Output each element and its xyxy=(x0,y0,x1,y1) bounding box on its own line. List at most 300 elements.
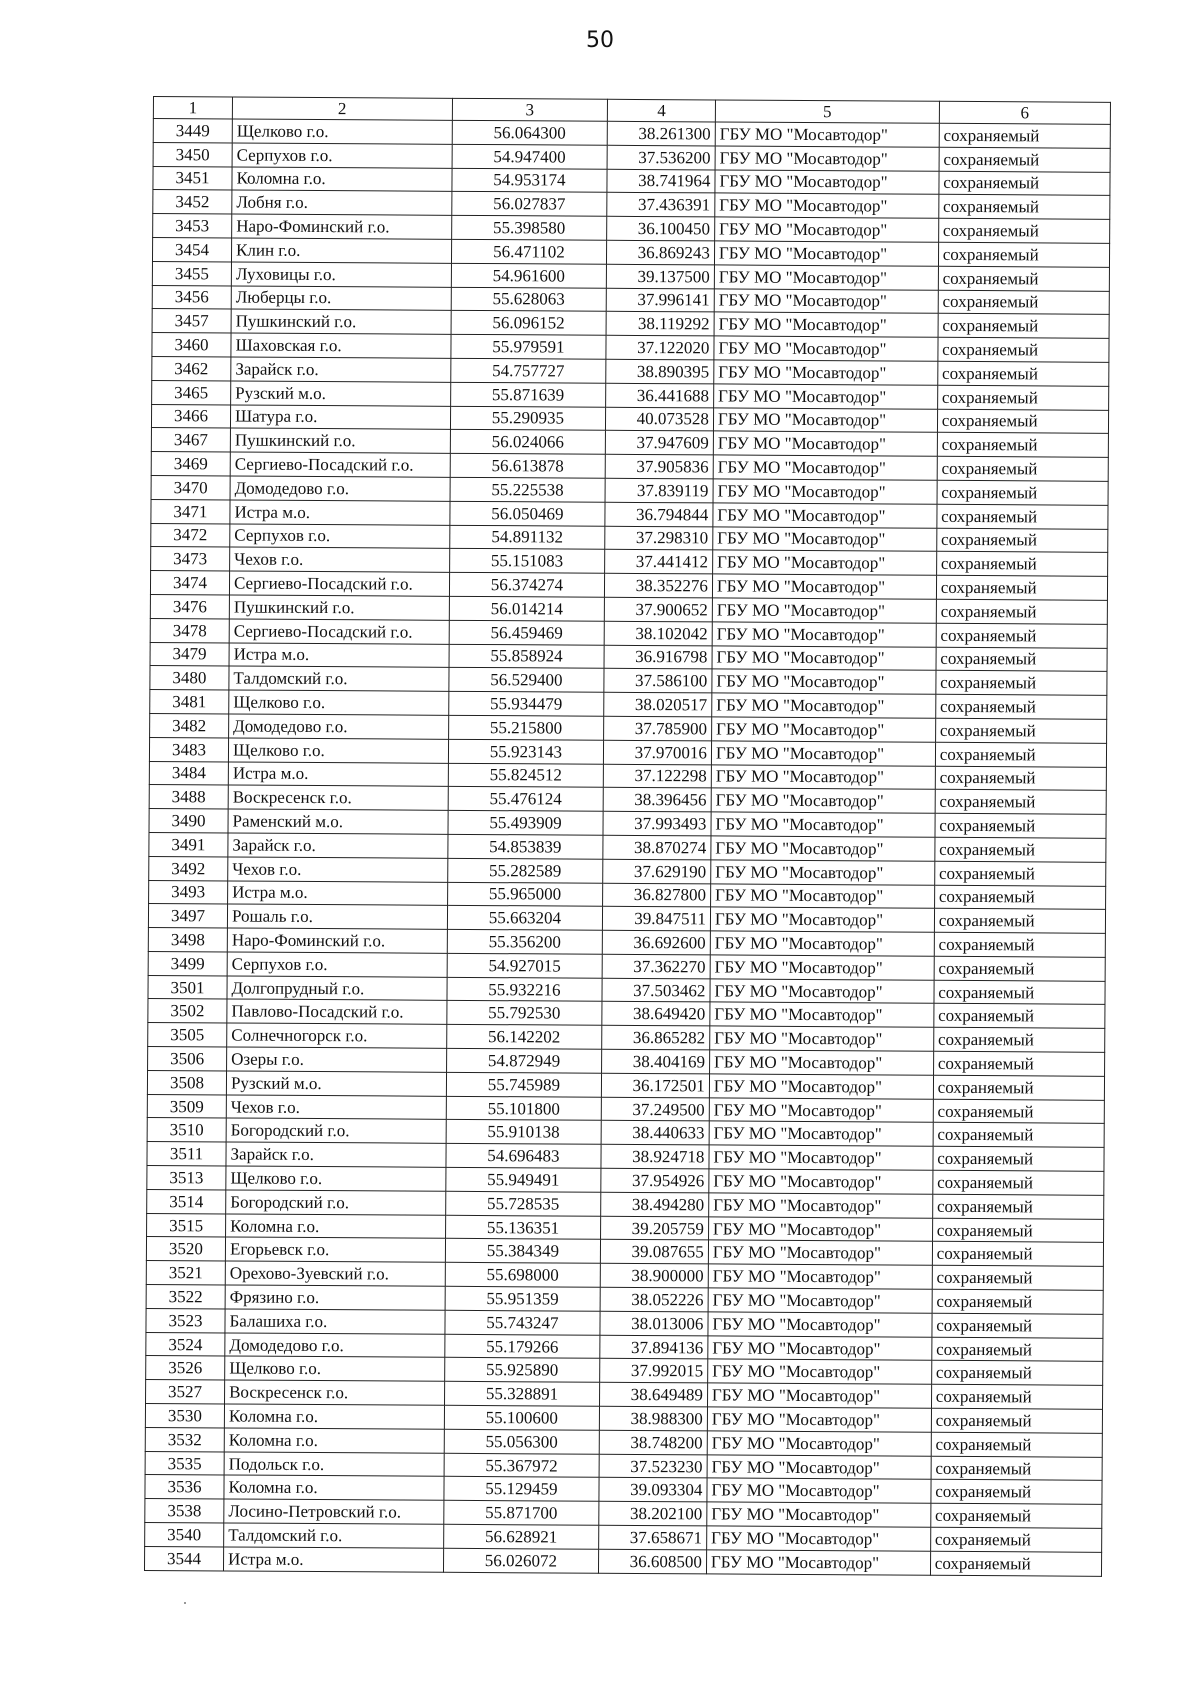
longitude-cell: 38.119292 xyxy=(606,312,714,336)
status-cell: сохраняемый xyxy=(931,1361,1102,1386)
longitude-cell: 37.900652 xyxy=(605,597,713,621)
row-number-cell: 3505 xyxy=(148,1023,227,1047)
longitude-cell: 40.073528 xyxy=(606,407,714,431)
row-number-cell: 3522 xyxy=(146,1285,225,1309)
latitude-cell: 55.215800 xyxy=(448,715,604,740)
latitude-cell: 54.757727 xyxy=(450,358,606,383)
latitude-cell: 56.014214 xyxy=(449,596,605,621)
column-header: 2 xyxy=(232,97,452,120)
municipality-cell: Люберцы г.о. xyxy=(231,286,451,311)
status-cell: сохраняемый xyxy=(931,1385,1102,1410)
row-number-cell: 3450 xyxy=(153,142,232,166)
longitude-cell: 37.954926 xyxy=(601,1168,709,1192)
latitude-cell: 55.628063 xyxy=(451,287,607,312)
latitude-cell: 55.932216 xyxy=(446,977,602,1002)
owner-cell: ГБУ МО "Мосавтодор" xyxy=(710,907,934,932)
longitude-cell: 37.905836 xyxy=(606,454,714,478)
longitude-cell: 38.052226 xyxy=(600,1287,708,1311)
row-number-cell: 3523 xyxy=(146,1308,225,1332)
owner-cell: ГБУ МО "Мосавтодор" xyxy=(709,1074,933,1099)
row-number-cell: 3532 xyxy=(145,1427,224,1451)
row-number-cell: 3497 xyxy=(148,904,227,928)
owner-cell: ГБУ МО "Мосавтодор" xyxy=(707,1478,931,1503)
row-number-cell: 3471 xyxy=(151,499,230,523)
longitude-cell: 39.093304 xyxy=(599,1478,707,1502)
status-cell: сохраняемый xyxy=(936,623,1107,648)
longitude-cell: 38.494280 xyxy=(601,1192,709,1216)
row-number-cell: 3478 xyxy=(150,618,229,642)
owner-cell: ГБУ МО "Мосавтодор" xyxy=(713,479,937,504)
municipality-cell: Шатура г.о. xyxy=(230,405,450,430)
owner-cell: ГБУ МО "Мосавтодор" xyxy=(712,669,936,694)
municipality-cell: Рошаль г.о. xyxy=(227,904,447,929)
longitude-cell: 38.988300 xyxy=(600,1406,708,1430)
owner-cell: ГБУ МО "Мосавтодор" xyxy=(710,955,934,980)
latitude-cell: 56.628921 xyxy=(443,1524,599,1549)
municipality-cell: Рузский м.о. xyxy=(226,1071,446,1096)
status-cell: сохраняемый xyxy=(937,456,1108,481)
status-cell: сохраняемый xyxy=(935,813,1106,838)
latitude-cell: 55.925890 xyxy=(444,1358,600,1383)
owner-cell: ГБУ МО "Мосавтодор" xyxy=(707,1407,931,1432)
status-cell: сохраняемый xyxy=(932,1266,1103,1291)
column-header: 1 xyxy=(153,97,232,119)
longitude-cell: 38.748200 xyxy=(600,1430,708,1454)
status-cell: сохраняемый xyxy=(936,575,1107,600)
longitude-cell: 38.440633 xyxy=(601,1121,709,1145)
row-number-cell: 3460 xyxy=(152,333,231,357)
owner-cell: ГБУ МО "Мосавтодор" xyxy=(709,1145,933,1170)
latitude-cell: 55.745989 xyxy=(446,1072,602,1097)
municipality-cell: Зарайск г.о. xyxy=(228,833,448,858)
owner-cell: ГБУ МО "Мосавтодор" xyxy=(715,122,939,147)
owner-cell: ГБУ МО "Мосавтодор" xyxy=(707,1455,931,1480)
latitude-cell: 54.953174 xyxy=(451,168,607,193)
status-cell: сохраняемый xyxy=(933,1075,1104,1100)
row-number-cell: 3530 xyxy=(145,1404,224,1428)
longitude-cell: 37.523230 xyxy=(599,1454,707,1478)
municipality-cell: Луховицы г.о. xyxy=(231,262,451,287)
owner-cell: ГБУ МО "Мосавтодор" xyxy=(714,360,938,385)
longitude-cell: 36.441688 xyxy=(606,383,714,407)
municipality-cell: Истра м.о. xyxy=(228,761,448,786)
owner-cell: ГБУ МО "Мосавтодор" xyxy=(713,407,937,432)
municipality-cell: Балашиха г.о. xyxy=(225,1309,445,1334)
longitude-cell: 37.947609 xyxy=(606,431,714,455)
row-number-cell: 3470 xyxy=(151,475,230,499)
owner-cell: ГБУ МО "Мосавтодор" xyxy=(715,217,939,242)
municipality-cell: Раменский м.о. xyxy=(228,809,448,834)
owner-cell: ГБУ МО "Мосавтодор" xyxy=(711,788,935,813)
status-cell: сохраняемый xyxy=(931,1480,1102,1505)
municipality-cell: Коломна г.о. xyxy=(224,1475,444,1500)
status-cell: сохраняемый xyxy=(934,885,1105,910)
row-number-cell: 3492 xyxy=(149,856,228,880)
longitude-cell: 39.087655 xyxy=(601,1240,709,1264)
scan-speck xyxy=(184,1602,186,1604)
municipality-cell: Рузский м.о. xyxy=(231,381,451,406)
owner-cell: ГБУ МО "Мосавтодор" xyxy=(710,1002,934,1027)
owner-cell: ГБУ МО "Мосавтодор" xyxy=(708,1288,932,1313)
latitude-cell: 55.151083 xyxy=(449,549,605,574)
latitude-cell: 55.136351 xyxy=(445,1215,601,1240)
row-number-cell: 3540 xyxy=(145,1522,224,1546)
status-cell: сохраняемый xyxy=(937,504,1108,529)
status-cell: сохраняемый xyxy=(939,195,1110,220)
latitude-cell: 55.290935 xyxy=(450,406,606,431)
owner-cell: ГБУ МО "Мосавтодор" xyxy=(714,265,938,290)
longitude-cell: 38.352276 xyxy=(605,573,713,597)
longitude-cell: 38.649420 xyxy=(602,1002,710,1026)
municipality-cell: Сергиево-Посадский г.о. xyxy=(229,619,449,644)
municipality-cell: Коломна г.о. xyxy=(226,1214,446,1239)
latitude-cell: 56.613878 xyxy=(450,453,606,478)
latitude-cell: 56.374274 xyxy=(449,572,605,597)
longitude-cell: 36.794844 xyxy=(605,502,713,526)
latitude-cell: 55.356200 xyxy=(447,929,603,954)
owner-cell: ГБУ МО "Мосавтодор" xyxy=(707,1502,931,1527)
latitude-cell: 55.129459 xyxy=(443,1477,599,1502)
longitude-cell: 38.890395 xyxy=(606,359,714,383)
owner-cell: ГБУ МО "Мосавтодор" xyxy=(711,836,935,861)
row-number-cell: 3527 xyxy=(146,1380,225,1404)
row-number-cell: 3510 xyxy=(147,1118,226,1142)
status-cell: сохраняемый xyxy=(934,1004,1105,1029)
latitude-cell: 54.872949 xyxy=(446,1048,602,1073)
column-header: 3 xyxy=(452,98,608,121)
latitude-cell: 56.024066 xyxy=(450,430,606,455)
owner-cell: ГБУ МО "Мосавтодор" xyxy=(708,1264,932,1289)
municipality-cell: Богородский г.о. xyxy=(226,1190,446,1215)
row-number-cell: 3538 xyxy=(145,1499,224,1523)
status-cell: сохраняемый xyxy=(936,671,1107,696)
status-cell: сохраняемый xyxy=(933,1170,1104,1195)
row-number-cell: 3514 xyxy=(147,1189,226,1213)
owner-cell: ГБУ МО "Мосавтодор" xyxy=(715,146,939,171)
owner-cell: ГБУ МО "Мосавтодор" xyxy=(714,336,938,361)
owner-cell: ГБУ МО "Мосавтодор" xyxy=(709,1169,933,1194)
longitude-cell: 38.202100 xyxy=(599,1501,707,1525)
row-number-cell: 3454 xyxy=(152,237,231,261)
municipality-cell: Серпухов г.о. xyxy=(232,143,452,168)
status-cell: сохраняемый xyxy=(935,718,1106,743)
row-number-cell: 3520 xyxy=(146,1237,225,1261)
latitude-cell: 55.910138 xyxy=(446,1120,602,1145)
owner-cell: ГБУ МО "Мосавтодор" xyxy=(710,931,934,956)
latitude-cell: 56.529400 xyxy=(448,668,604,693)
longitude-cell: 38.261300 xyxy=(608,121,716,145)
municipality-cell: Чехов г.о. xyxy=(230,547,450,572)
status-cell: сохраняемый xyxy=(935,837,1106,862)
status-cell: сохраняемый xyxy=(936,647,1107,672)
owner-cell: ГБУ МО "Мосавтодор" xyxy=(707,1431,931,1456)
table-row xyxy=(144,1546,1101,1576)
latitude-cell: 55.101800 xyxy=(446,1096,602,1121)
row-number-cell: 3524 xyxy=(146,1332,225,1356)
municipality-cell: Сергиево-Посадский г.о. xyxy=(229,571,449,596)
owner-cell: ГБУ МО "Мосавтодор" xyxy=(710,883,934,908)
table-body xyxy=(144,119,1110,1576)
municipality-cell: Щелково г.о. xyxy=(228,738,448,763)
row-number-cell: 3469 xyxy=(151,452,230,476)
latitude-cell: 54.891132 xyxy=(449,525,605,550)
municipality-cell: Наро-Фоминский г.о. xyxy=(227,928,447,953)
municipality-cell: Истра м.о. xyxy=(229,643,449,668)
longitude-cell: 36.172501 xyxy=(602,1073,710,1097)
status-cell: сохраняемый xyxy=(938,314,1109,339)
row-number-cell: 3498 xyxy=(148,928,227,952)
owner-cell: ГБУ МО "Мосавтодор" xyxy=(711,812,935,837)
longitude-cell: 37.536200 xyxy=(607,145,715,169)
status-cell: сохраняемый xyxy=(937,480,1108,505)
row-number-cell: 3483 xyxy=(149,737,228,761)
row-number-cell: 3472 xyxy=(151,523,230,547)
latitude-cell: 56.027837 xyxy=(451,192,607,217)
owner-cell: ГБУ МО "Мосавтодор" xyxy=(709,1193,933,1218)
longitude-cell: 37.249500 xyxy=(602,1097,710,1121)
latitude-cell: 55.871639 xyxy=(450,382,606,407)
municipality-cell: Талдомский г.о. xyxy=(229,666,449,691)
status-cell: сохраняемый xyxy=(932,1194,1103,1219)
longitude-cell: 37.503462 xyxy=(602,978,710,1002)
latitude-cell: 54.927015 xyxy=(447,953,603,978)
status-cell: сохраняемый xyxy=(930,1527,1101,1552)
status-cell: сохраняемый xyxy=(933,1028,1104,1053)
municipality-cell: Домодедово г.о. xyxy=(229,714,449,739)
row-number-cell: 3502 xyxy=(148,999,227,1023)
owner-cell: ГБУ МО "Мосавтодор" xyxy=(709,1098,933,1123)
latitude-cell: 54.947400 xyxy=(452,144,608,169)
longitude-cell: 38.102042 xyxy=(604,621,712,645)
longitude-cell: 36.865282 xyxy=(602,1026,710,1050)
owner-cell: ГБУ МО "Мосавтодор" xyxy=(712,645,936,670)
row-number-cell: 3536 xyxy=(145,1475,224,1499)
owner-cell: ГБУ МО "Мосавтодор" xyxy=(708,1312,932,1337)
status-cell: сохраняемый xyxy=(935,766,1106,791)
owner-cell: ГБУ МО "Мосавтодор" xyxy=(713,503,937,528)
row-number-cell: 3466 xyxy=(151,404,230,428)
municipality-cell: Долгопрудный г.о. xyxy=(227,976,447,1001)
longitude-cell: 37.362270 xyxy=(602,954,710,978)
municipality-cell: Истра м.о. xyxy=(230,500,450,525)
status-cell: сохраняемый xyxy=(935,694,1106,719)
longitude-cell: 38.649489 xyxy=(600,1382,708,1406)
row-number-cell: 3491 xyxy=(149,832,228,856)
longitude-cell: 36.869243 xyxy=(607,240,715,264)
row-number-cell: 3515 xyxy=(147,1213,226,1237)
owner-cell: ГБУ МО "Мосавтодор" xyxy=(707,1526,931,1551)
latitude-cell: 55.743247 xyxy=(444,1310,600,1335)
municipality-cell: Воскресенск г.о. xyxy=(228,785,448,810)
row-number-cell: 3456 xyxy=(152,285,231,309)
longitude-cell: 37.586100 xyxy=(604,669,712,693)
status-cell: сохраняемый xyxy=(934,861,1105,886)
latitude-cell: 56.050469 xyxy=(449,501,605,526)
registry-table xyxy=(144,96,1111,1576)
latitude-cell: 56.026072 xyxy=(443,1548,599,1573)
municipality-cell: Домодедово г.о. xyxy=(225,1333,445,1358)
municipality-cell: Солнечногорск г.о. xyxy=(227,1023,447,1048)
status-cell: сохраняемый xyxy=(937,385,1108,410)
row-number-cell: 3499 xyxy=(148,951,227,975)
row-number-cell: 3490 xyxy=(149,809,228,833)
municipality-cell: Сергиево-Посадский г.о. xyxy=(230,452,450,477)
row-number-cell: 3455 xyxy=(152,261,231,285)
longitude-cell: 37.894136 xyxy=(600,1335,708,1359)
row-number-cell: 3481 xyxy=(150,690,229,714)
column-header: 5 xyxy=(715,100,939,123)
row-number-cell: 3451 xyxy=(153,166,232,190)
municipality-cell: Клин г.о. xyxy=(232,238,452,263)
status-cell: сохраняемый xyxy=(934,956,1105,981)
latitude-cell: 54.853839 xyxy=(447,834,603,859)
municipality-cell: Серпухов г.о. xyxy=(230,524,450,549)
municipality-cell: Щелково г.о. xyxy=(229,690,449,715)
longitude-cell: 38.020517 xyxy=(604,692,712,716)
longitude-cell: 37.298310 xyxy=(605,526,713,550)
municipality-cell: Фрязино г.о. xyxy=(225,1285,445,1310)
owner-cell: ГБУ МО "Мосавтодор" xyxy=(711,860,935,885)
latitude-cell: 55.398580 xyxy=(451,216,607,241)
latitude-cell: 55.225538 xyxy=(450,477,606,502)
municipality-cell: Лобня г.о. xyxy=(232,190,452,215)
longitude-cell: 39.205759 xyxy=(601,1216,709,1240)
row-number-cell: 3513 xyxy=(147,1166,226,1190)
municipality-cell: Щелково г.о. xyxy=(225,1356,445,1381)
status-cell: сохраняемый xyxy=(933,1051,1104,1076)
latitude-cell: 55.949491 xyxy=(445,1167,601,1192)
municipality-cell: Талдомский г.о. xyxy=(224,1523,444,1548)
longitude-cell: 37.996141 xyxy=(607,288,715,312)
latitude-cell: 55.056300 xyxy=(444,1429,600,1454)
owner-cell: ГБУ МО "Мосавтодор" xyxy=(708,1359,932,1384)
latitude-cell: 55.476124 xyxy=(448,787,604,812)
owner-cell: ГБУ МО "Мосавтодор" xyxy=(706,1550,930,1575)
latitude-cell: 56.142202 xyxy=(446,1025,602,1050)
row-number-cell: 3501 xyxy=(148,975,227,999)
status-cell: сохраняемый xyxy=(933,1123,1104,1148)
latitude-cell: 55.282589 xyxy=(447,858,603,883)
owner-cell: ГБУ МО "Мосавтодор" xyxy=(710,979,934,1004)
status-cell: сохраняемый xyxy=(936,528,1107,553)
row-number-cell: 3511 xyxy=(147,1142,226,1166)
latitude-cell: 55.951359 xyxy=(445,1286,601,1311)
longitude-cell: 38.870274 xyxy=(603,835,711,859)
municipality-cell: Чехов г.о. xyxy=(228,857,448,882)
owner-cell: ГБУ МО "Мосавтодор" xyxy=(712,574,936,599)
municipality-cell: Щелково г.о. xyxy=(226,1166,446,1191)
longitude-cell: 39.137500 xyxy=(607,264,715,288)
municipality-cell: Коломна г.о. xyxy=(224,1428,444,1453)
longitude-cell: 38.013006 xyxy=(600,1311,708,1335)
status-cell: сохраняемый xyxy=(936,552,1107,577)
owner-cell: ГБУ МО "Мосавтодор" xyxy=(712,598,936,623)
owner-cell: ГБУ МО "Мосавтодор" xyxy=(714,312,938,337)
status-cell: сохраняемый xyxy=(937,361,1108,386)
owner-cell: ГБУ МО "Мосавтодор" xyxy=(714,241,938,266)
owner-cell: ГБУ МО "Мосавтодор" xyxy=(708,1217,932,1242)
municipality-cell: Серпухов г.о. xyxy=(227,952,447,977)
latitude-cell: 55.979591 xyxy=(450,334,606,359)
status-cell: сохраняемый xyxy=(939,171,1110,196)
row-number-cell: 3453 xyxy=(153,214,232,238)
longitude-cell: 37.993493 xyxy=(603,811,711,835)
longitude-cell: 36.827800 xyxy=(603,883,711,907)
latitude-cell: 54.961600 xyxy=(451,263,607,288)
page-number: 50 xyxy=(586,28,614,53)
longitude-cell: 36.692600 xyxy=(603,930,711,954)
longitude-cell: 37.122020 xyxy=(606,335,714,359)
municipality-cell: Орехово-Зуевский г.о. xyxy=(225,1261,445,1286)
row-number-cell: 3484 xyxy=(149,761,228,785)
longitude-cell: 36.916798 xyxy=(604,645,712,669)
status-cell: сохраняемый xyxy=(936,599,1107,624)
status-cell: сохраняемый xyxy=(938,290,1109,315)
row-number-cell: 3482 xyxy=(150,713,229,737)
owner-cell: ГБУ МО "Мосавтодор" xyxy=(710,1026,934,1051)
municipality-cell: Воскресенск г.о. xyxy=(225,1380,445,1405)
status-cell: сохраняемый xyxy=(932,1313,1103,1338)
status-cell: сохраняемый xyxy=(932,1218,1103,1243)
municipality-cell: Зарайск г.о. xyxy=(226,1142,446,1167)
status-cell: сохраняемый xyxy=(937,433,1108,458)
municipality-cell: Коломна г.о. xyxy=(224,1404,444,1429)
latitude-cell: 55.934479 xyxy=(448,691,604,716)
latitude-cell: 56.471102 xyxy=(451,239,607,264)
status-cell: сохраняемый xyxy=(931,1456,1102,1481)
municipality-cell: Пушкинский г.о. xyxy=(231,309,451,334)
longitude-cell: 38.741964 xyxy=(607,169,715,193)
row-number-cell: 3449 xyxy=(153,119,232,143)
row-number-cell: 3452 xyxy=(153,190,232,214)
municipality-cell: Лосино-Петровский г.о. xyxy=(224,1499,444,1524)
owner-cell: ГБУ МО "Мосавтодор" xyxy=(713,455,937,480)
municipality-cell: Чехов г.о. xyxy=(226,1095,446,1120)
municipality-cell: Истра м.о. xyxy=(224,1547,444,1572)
status-cell: сохраняемый xyxy=(931,1503,1102,1528)
row-number-cell: 3493 xyxy=(149,880,228,904)
latitude-cell: 55.663204 xyxy=(447,906,603,931)
status-cell: сохраняемый xyxy=(934,909,1105,934)
status-cell: сохраняемый xyxy=(939,123,1110,148)
municipality-cell: Егорьевск г.о. xyxy=(225,1237,445,1262)
row-number-cell: 3473 xyxy=(151,547,230,571)
column-header: 4 xyxy=(608,99,716,122)
municipality-cell: Истра м.о. xyxy=(228,880,448,905)
owner-cell: ГБУ МО "Мосавтодор" xyxy=(711,764,935,789)
row-number-cell: 3476 xyxy=(150,594,229,618)
status-cell: сохраняемый xyxy=(934,932,1105,957)
owner-cell: ГБУ МО "Мосавтодор" xyxy=(708,1240,932,1265)
row-number-cell: 3474 xyxy=(150,571,229,595)
latitude-cell: 55.728535 xyxy=(445,1191,601,1216)
owner-cell: ГБУ МО "Мосавтодор" xyxy=(713,526,937,551)
row-number-cell: 3467 xyxy=(151,428,230,452)
latitude-cell: 55.858924 xyxy=(449,644,605,669)
row-number-cell: 3480 xyxy=(150,666,229,690)
latitude-cell: 55.179266 xyxy=(444,1334,600,1359)
status-cell: сохраняемый xyxy=(935,742,1106,767)
longitude-cell: 38.900000 xyxy=(601,1264,709,1288)
status-cell: сохраняемый xyxy=(931,1432,1102,1457)
owner-cell: ГБУ МО "Мосавтодор" xyxy=(712,550,936,575)
latitude-cell: 56.459469 xyxy=(449,620,605,645)
owner-cell: ГБУ МО "Мосавтодор" xyxy=(711,717,935,742)
row-number-cell: 3521 xyxy=(146,1261,225,1285)
longitude-cell: 37.629190 xyxy=(603,859,711,883)
row-number-cell: 3509 xyxy=(147,1094,226,1118)
municipality-cell: Пушкинский г.о. xyxy=(229,595,449,620)
